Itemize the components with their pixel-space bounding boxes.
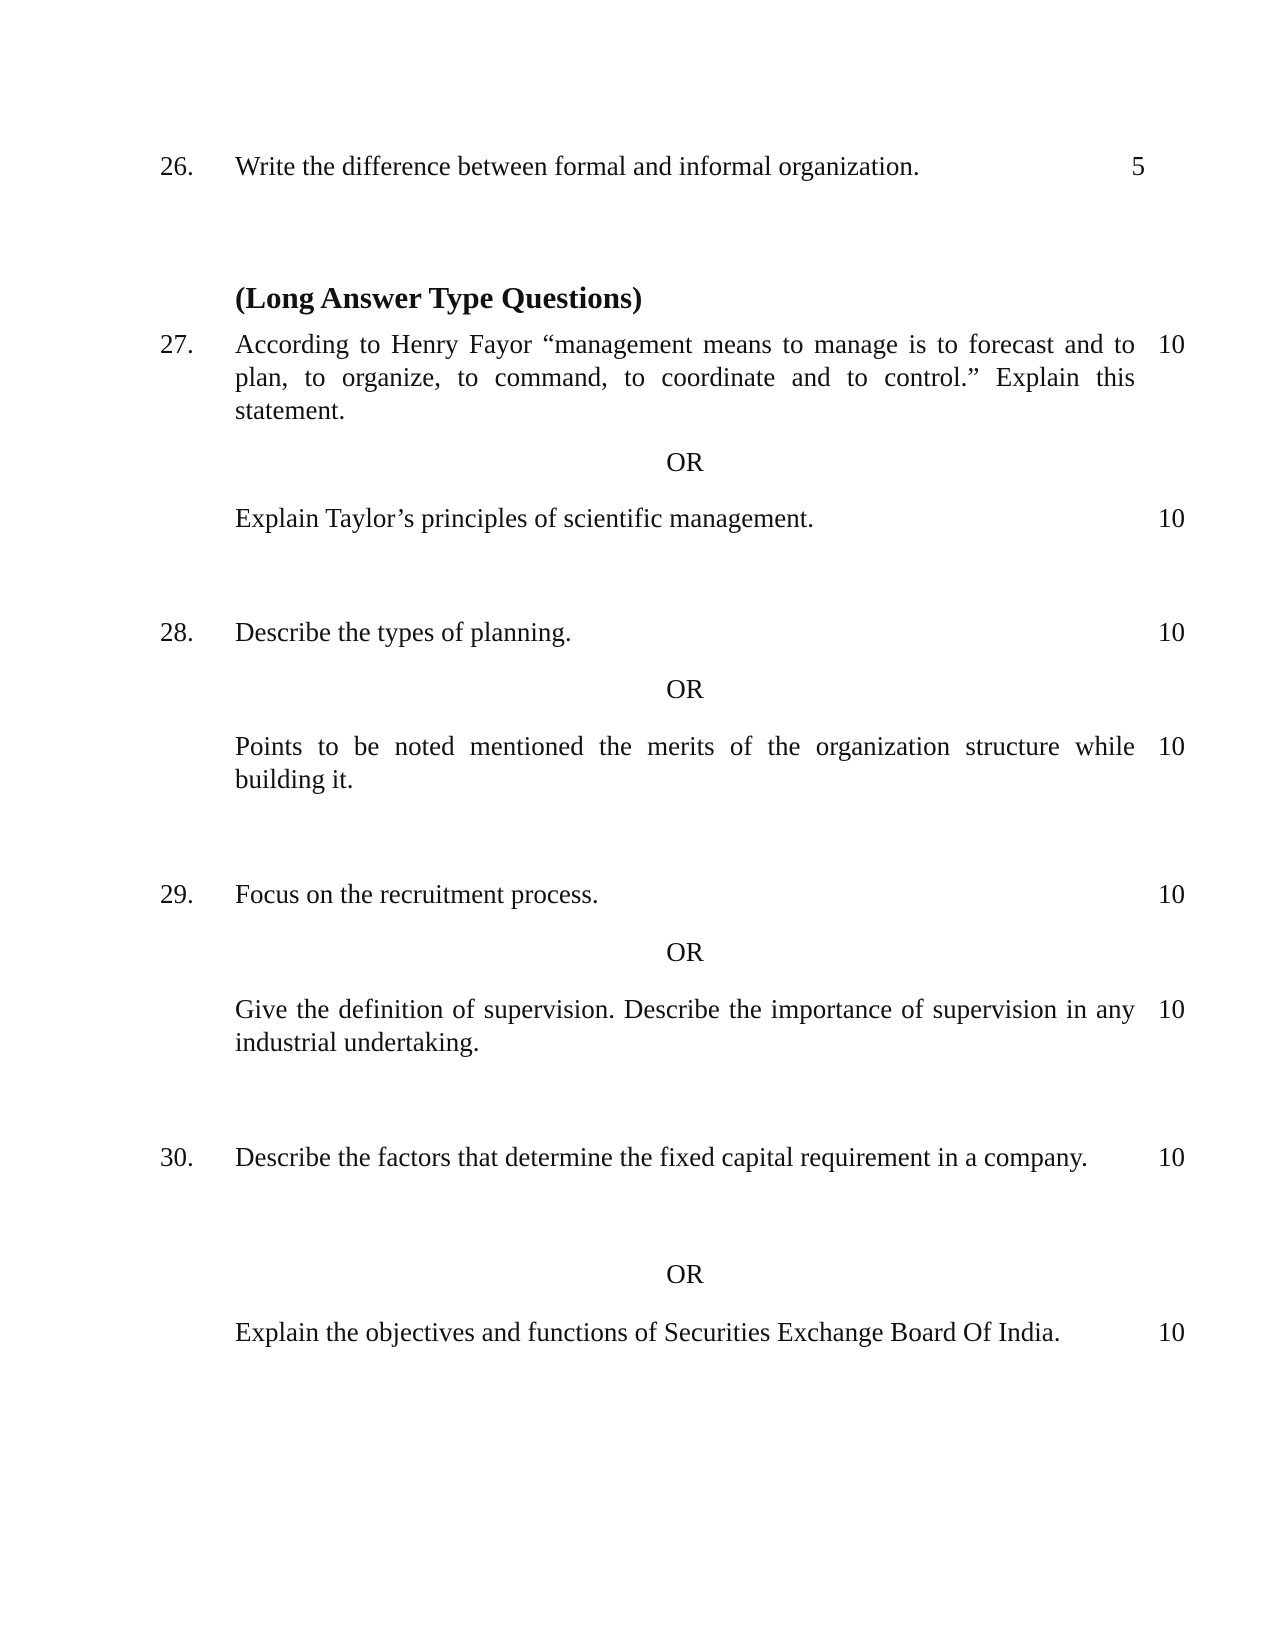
- question-marks: 10: [1158, 879, 1185, 909]
- alternative-question-text: Give the definition of supervision. Describe the importance of supervision in any industrial undertaking.: [235, 994, 1135, 1057]
- question-marks: 10: [1158, 1142, 1185, 1172]
- question-number: 26.: [160, 151, 194, 181]
- or-label: OR: [666, 937, 704, 967]
- question-text: Focus on the recruitment process.: [235, 879, 599, 909]
- alternative-question-text: Explain the objectives and functions of Securities Exchange Board Of India.: [235, 1317, 1061, 1347]
- question-number: 28.: [160, 617, 194, 647]
- or-label: OR: [666, 1259, 704, 1289]
- question-marks: 5: [1131, 151, 1145, 181]
- or-label: OR: [666, 447, 704, 477]
- question-number: 27.: [160, 329, 194, 359]
- question-marks: 10: [1158, 617, 1185, 647]
- alternative-question-marks: 10: [1158, 994, 1185, 1024]
- question-number: 29.: [160, 879, 194, 909]
- question-text: Write the difference between formal and informal organization.: [235, 151, 920, 181]
- question-text: Describe the factors that determine the fixed capital requirement in a company.: [235, 1142, 1088, 1172]
- question-marks: 10: [1158, 329, 1185, 359]
- alternative-question-marks: 10: [1158, 503, 1185, 533]
- question-text: According to Henry Fayor “management means to manage is to forecast and to plan, to organize, to command, to coordinate and to control.” Explain this statement.: [235, 329, 1135, 425]
- alternative-question-marks: 10: [1158, 731, 1185, 761]
- alternative-question-text: Points to be noted mentioned the merits of the organization structure while building it.: [235, 731, 1135, 794]
- question-text: Describe the types of planning.: [235, 617, 572, 647]
- alternative-question-marks: 10: [1158, 1317, 1185, 1347]
- alternative-question-text: Explain Taylor’s principles of scientific management.: [235, 503, 814, 533]
- or-label: OR: [666, 674, 704, 704]
- section-heading: (Long Answer Type Questions): [235, 280, 643, 315]
- question-number: 30.: [160, 1142, 194, 1172]
